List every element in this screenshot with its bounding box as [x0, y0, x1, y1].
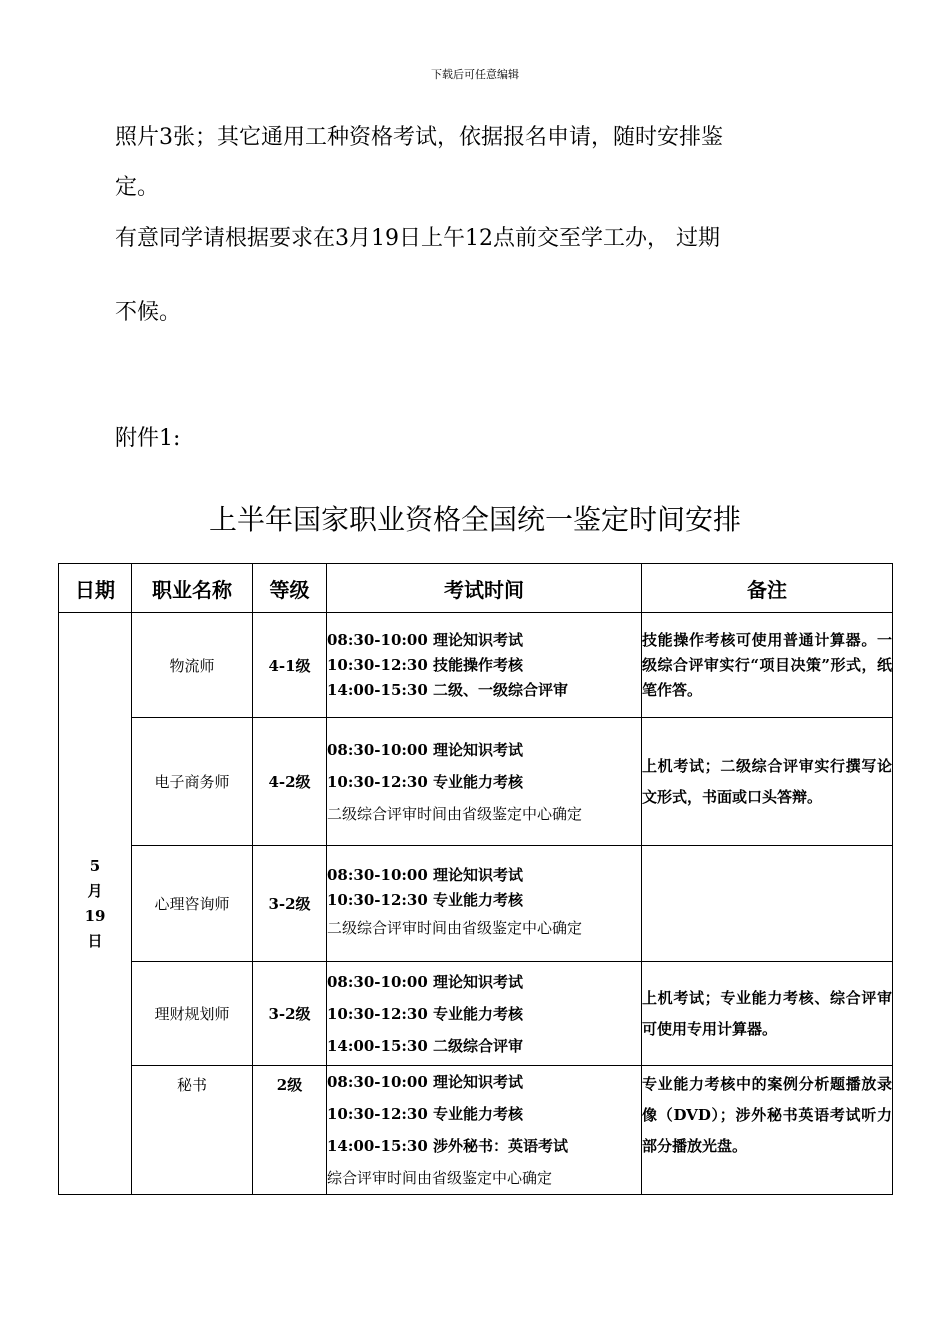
remarks: 技能操作考核可使用普通计算器。一级综合评审实行“项目决策”形式，纸笔作答。 [642, 613, 893, 718]
paragraph-line-1: 照片3张；其它通用工种资格考试，依据报名申请，随时安排鉴 [115, 125, 723, 150]
job-level: 4-2级 [253, 718, 327, 846]
exam-time-line: 14:00-15:30 二级、一级综合评审 [327, 680, 569, 699]
header-date: 日期 [59, 564, 132, 613]
date-part: 5 [89, 856, 101, 875]
paragraph-line-3: 有意同学请根据要求在3月19日上午12点前交至学工办， 过期 [115, 226, 720, 251]
paragraph-line-2: 定。 [115, 175, 160, 200]
job-name: 理财规划师 [132, 962, 253, 1066]
header-job: 职业名称 [132, 564, 253, 613]
job-name: 秘书 [132, 1066, 253, 1195]
exam-times [327, 613, 642, 718]
table-header-row [59, 564, 893, 613]
exam-time-line: 08:30-10:00 理论知识考试 [327, 972, 524, 991]
date-part: 19 [84, 906, 106, 925]
header-exam-time: 考试时间 [327, 564, 642, 613]
header-remarks: 备注 [642, 564, 893, 613]
exam-time-line: 10:30-12:30 专业能力考核 [327, 1004, 524, 1023]
exam-time-line: 14:00-15:30 涉外秘书：英语考试 [327, 1137, 569, 1155]
table-row [59, 1066, 893, 1195]
job-level: 3-2级 [253, 962, 327, 1066]
date-cell [59, 613, 132, 1195]
header-level: 等级 [253, 564, 327, 613]
exam-time-line: 二级综合评审时间由省级鉴定中心确定 [327, 804, 583, 823]
table-row [59, 846, 893, 962]
schedule-table [58, 563, 893, 1195]
job-name: 心理咨询师 [132, 846, 253, 962]
exam-time-line: 10:30-12:30 专业能力考核 [327, 1105, 524, 1123]
exam-time-line: 10:30-12:30 技能操作考核 [327, 655, 524, 674]
remarks: 专业能力考核中的案例分析题播放录像（DVD）；涉外秘书英语考试听力部分播放光盘。 [642, 1066, 893, 1195]
remarks [642, 846, 893, 962]
table-row [59, 718, 893, 846]
exam-time-line: 二级综合评审时间由省级鉴定中心确定 [327, 919, 583, 937]
table-row [59, 613, 893, 718]
paragraph-line-4: 不候。 [115, 300, 182, 325]
exam-times [327, 846, 642, 962]
remarks: 上机考试；二级综合评审实行撰写论文形式，书面或口头答辩。 [642, 718, 893, 846]
exam-time-line: 综合评审时间由省级鉴定中心确定 [327, 1169, 553, 1187]
job-level: 4-1级 [253, 613, 327, 718]
exam-time-line: 14:00-15:30 二级综合评审 [327, 1036, 524, 1055]
job-level: 2级 [253, 1066, 327, 1195]
attachment-label: 附件1: [115, 426, 181, 451]
exam-times [327, 1066, 642, 1195]
exam-time-line: 08:30-10:00 理论知识考试 [327, 866, 524, 884]
job-level: 3-2级 [253, 846, 327, 962]
date-part: 日 [87, 931, 103, 950]
exam-time-line: 08:30-10:00 理论知识考试 [327, 740, 524, 759]
job-name: 电子商务师 [132, 718, 253, 846]
remarks: 上机考试；专业能力考核、综合评审可使用专用计算器。 [642, 962, 893, 1066]
exam-time-line: 10:30-12:30 专业能力考核 [327, 891, 524, 909]
table-row [59, 962, 893, 1066]
exam-times [327, 962, 642, 1066]
header-note: 下载后可任意编辑 [431, 68, 519, 81]
table-title: 上半年国家职业资格全国统一鉴定时间安排 [208, 503, 741, 536]
exam-time-line: 08:30-10:00 理论知识考试 [327, 630, 524, 649]
job-name: 物流师 [132, 613, 253, 718]
exam-times [327, 718, 642, 846]
date-part: 月 [87, 881, 103, 900]
exam-time-line: 08:30-10:00 理论知识考试 [327, 1073, 524, 1091]
exam-time-line: 10:30-12:30 专业能力考核 [327, 772, 524, 791]
